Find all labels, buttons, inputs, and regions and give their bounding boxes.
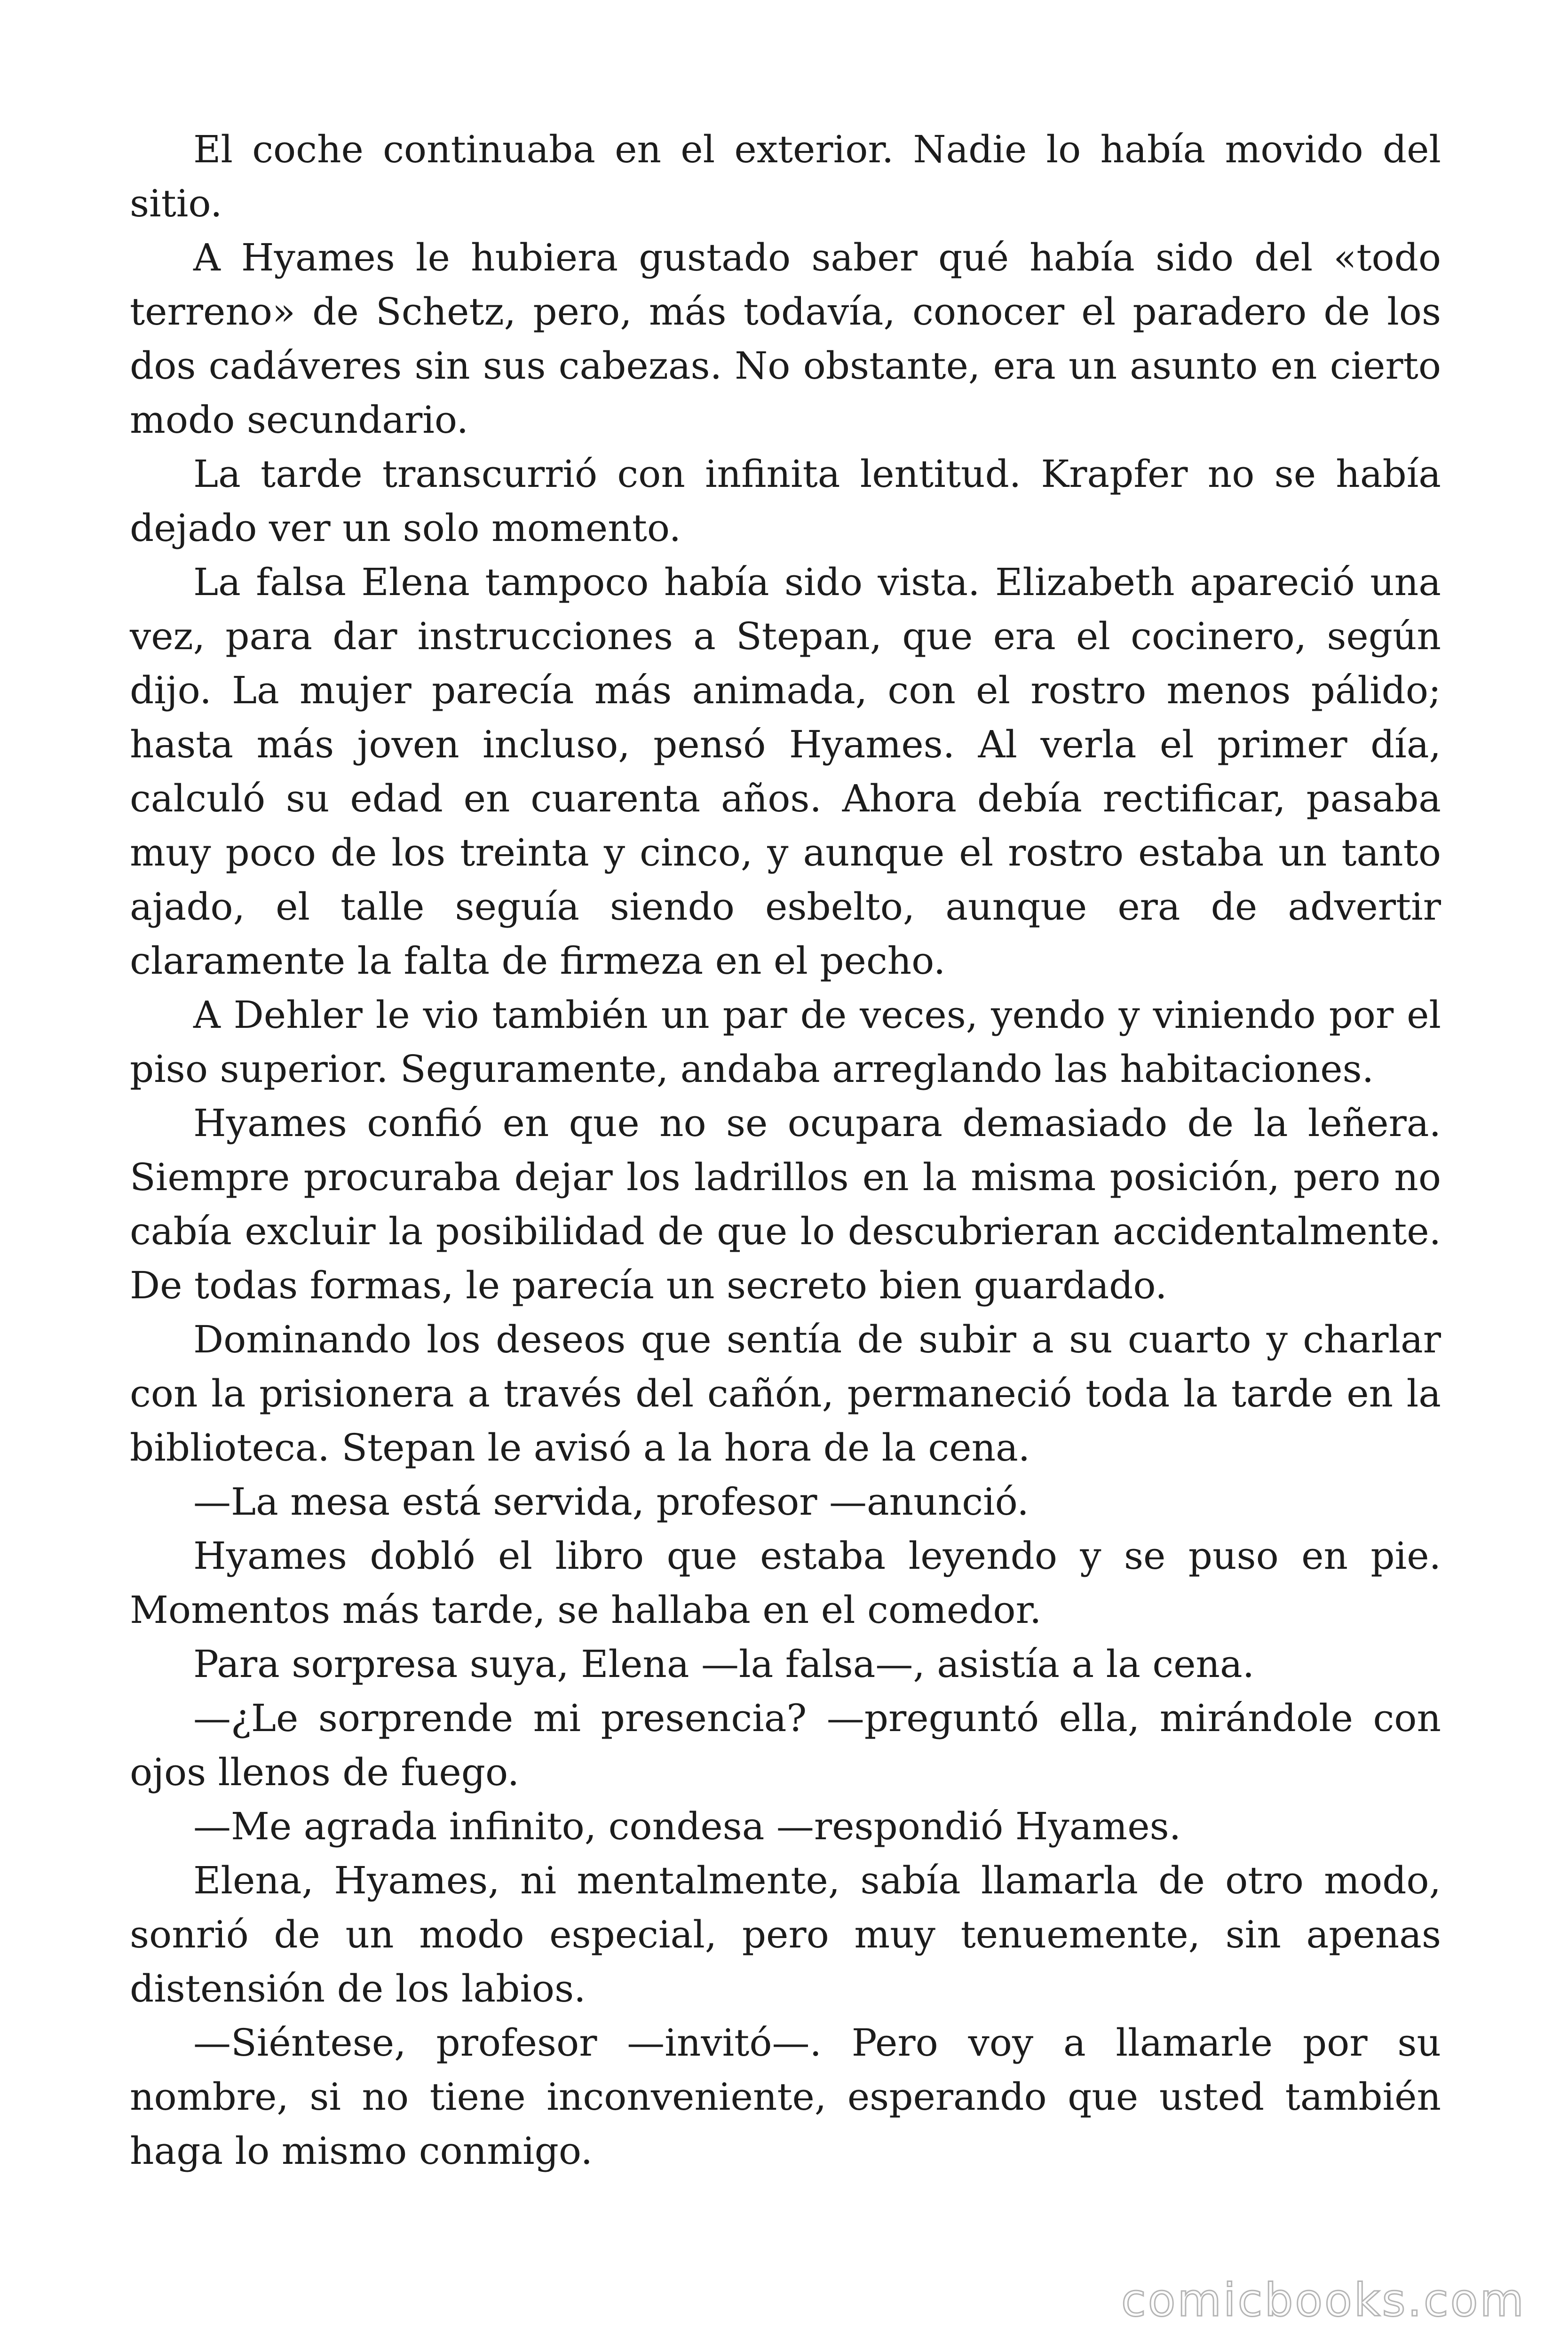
paragraph: Elena, Hyames, ni mentalmente, sabía llamarla de otro modo, sonrió de un modo especial, pero muy tenuemente, sin apenas distensión de los labios.	[130, 1859, 1441, 2010]
dialogue-line: —Siéntese, profesor —invitó—. Pero voy a llamarle por su nombre, si no tiene inconveniente, esperando que usted también haga lo mismo conmigo.	[130, 2021, 1441, 2173]
paragraph: La falsa Elena tampoco había sido vista. Elizabeth apareció una vez, para dar instrucciones a Stepan, que era el cocinero, según dijo. La mujer parecía más animada, con el rostro menos pálido; hasta más joven incluso, pensó Hyames. Al verla el primer día, calculó su edad en cuarenta años. Ahora debía rectificar, pasaba muy poco de los treinta y cinco, y aunque el rostro estaba un tanto ajado, el talle seguía siendo esbelto, aunque era de advertir claramente la falta de firmeza en el pecho.	[130, 560, 1441, 983]
page-text	[130, 122, 1441, 2178]
paragraph: A Dehler le vio también un par de veces, yendo y viniendo por el piso superior. Seguramente, andaba arreglando las habitaciones.	[130, 993, 1441, 1091]
dialogue-line: —Me agrada infinito, condesa —respondió Hyames.	[193, 1804, 1181, 1848]
paragraph: Dominando los deseos que sentía de subir a su cuarto y charlar con la prisionera a través del cañón, permaneció toda la tarde en la biblioteca. Stepan le avisó a la hora de la cena.	[130, 1318, 1441, 1470]
paragraph: Hyames dobló el libro que estaba leyendo y se puso en pie. Momentos más tarde, se hallaba en el comedor.	[130, 1534, 1441, 1632]
paragraph: El coche continuaba en el exterior. Nadie lo había movido del sitio.	[130, 127, 1441, 225]
dialogue-line: —¿Le sorprende mi presencia? —preguntó ella, mirándole con ojos llenos de fuego.	[130, 1696, 1441, 1794]
dialogue-line: —La mesa está servida, profesor —anunció.	[193, 1480, 1029, 1524]
paragraph: Para sorpresa suya, Elena —la falsa—, asistía a la cena.	[193, 1642, 1255, 1686]
paragraph: A Hyames le hubiera gustado saber qué había sido del «todo terreno» de Schetz, pero, más todavía, conocer el paradero de los dos cadáveres sin sus cabezas. No obstante, era un asunto en cierto modo secundario.	[130, 236, 1441, 442]
watermark: comicbooks.com	[1121, 2274, 1526, 2327]
paragraph: Hyames confió en que no se ocupara demasiado de la leñera. Siempre procuraba dejar los ladrillos en la misma posición, pero no cabía excluir la posibilidad de que lo descubrieran accidentalmente. De todas formas, le parecía un secreto bien guardado.	[130, 1101, 1441, 1307]
paragraph: La tarde transcurrió con infinita lentitud. Krapfer no se había dejado ver un solo momento.	[130, 452, 1441, 550]
